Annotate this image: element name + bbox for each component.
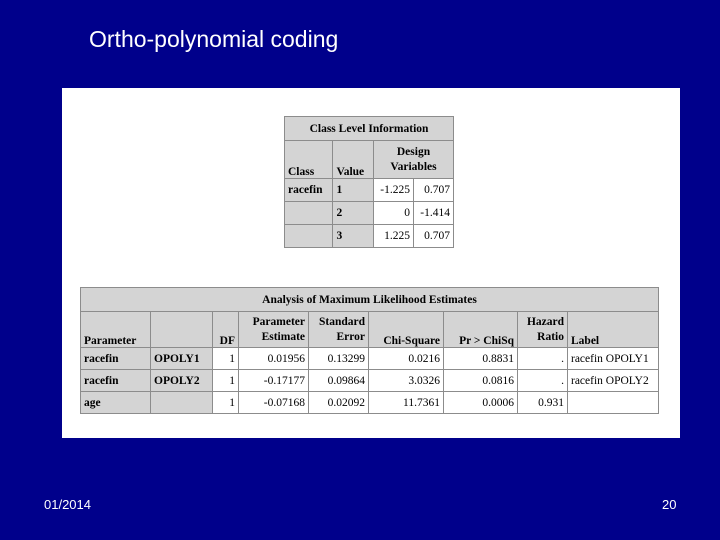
chisq-cell: 0.0216	[369, 348, 444, 370]
mle-table-caption: Analysis of Maximum Likelihood Estimates	[81, 288, 659, 312]
label-cell: racefin OPOLY1	[568, 348, 659, 370]
value-cell: 2	[333, 202, 374, 225]
design-var-1-cell: 1.225	[374, 225, 414, 248]
chisq-cell: 11.7361	[369, 392, 444, 414]
class-cell	[285, 225, 333, 248]
stderr-cell: 0.02092	[309, 392, 369, 414]
footer-date: 01/2014	[44, 497, 91, 512]
class-level-table	[284, 116, 454, 248]
class-header: Class	[285, 141, 333, 179]
parameter-cell: age	[81, 392, 151, 414]
estimate-cell: 0.01956	[239, 348, 309, 370]
table-row	[285, 179, 454, 202]
prob-cell: 0.8831	[444, 348, 518, 370]
value-header: Value	[333, 141, 374, 179]
label-cell	[568, 392, 659, 414]
label-cell: racefin OPOLY2	[568, 370, 659, 392]
parameter-sub-header	[151, 312, 213, 348]
prob-header: Pr > ChiSq	[444, 312, 518, 348]
chisq-header: Chi-Square	[369, 312, 444, 348]
page-number: 20	[662, 497, 677, 512]
design-var-1-cell: -1.225	[374, 179, 414, 202]
parameter-sub-cell: OPOLY1	[151, 348, 213, 370]
parameter-cell: racefin	[81, 370, 151, 392]
design-var-2-cell: 0.707	[414, 179, 454, 202]
table-row	[285, 202, 454, 225]
hazard-ratio-cell: 0.931	[518, 392, 568, 414]
estimate-cell: -0.07168	[239, 392, 309, 414]
prob-cell: 0.0006	[444, 392, 518, 414]
stderr-header: Standard Error	[309, 312, 369, 348]
table-row	[81, 370, 659, 392]
parameter-header: Parameter	[81, 312, 151, 348]
class-cell	[285, 202, 333, 225]
parameter-sub-cell	[151, 392, 213, 414]
stderr-cell: 0.09864	[309, 370, 369, 392]
value-cell: 1	[333, 179, 374, 202]
design-var-2-cell: -1.414	[414, 202, 454, 225]
design-var-2-cell: 0.707	[414, 225, 454, 248]
table-row	[81, 392, 659, 414]
class-cell: racefin	[285, 179, 333, 202]
value-cell: 3	[333, 225, 374, 248]
prob-cell: 0.0816	[444, 370, 518, 392]
df-cell: 1	[213, 370, 239, 392]
hazard-ratio-cell: .	[518, 348, 568, 370]
label-header: Label	[568, 312, 659, 348]
hazard-ratio-header: Hazard Ratio	[518, 312, 568, 348]
design-var-1-cell: 0	[374, 202, 414, 225]
stderr-cell: 0.13299	[309, 348, 369, 370]
df-cell: 1	[213, 348, 239, 370]
design-variables-header: Design Variables	[374, 141, 454, 179]
parameter-cell: racefin	[81, 348, 151, 370]
df-header: DF	[213, 312, 239, 348]
hazard-ratio-cell: .	[518, 370, 568, 392]
mle-table	[80, 287, 659, 414]
df-cell: 1	[213, 392, 239, 414]
estimate-cell: -0.17177	[239, 370, 309, 392]
class-table-caption: Class Level Information	[285, 117, 454, 141]
estimate-header: Parameter Estimate	[239, 312, 309, 348]
slide-title: Ortho-polynomial coding	[89, 26, 339, 52]
table-row	[285, 225, 454, 248]
table-row	[81, 348, 659, 370]
parameter-sub-cell: OPOLY2	[151, 370, 213, 392]
chisq-cell: 3.0326	[369, 370, 444, 392]
